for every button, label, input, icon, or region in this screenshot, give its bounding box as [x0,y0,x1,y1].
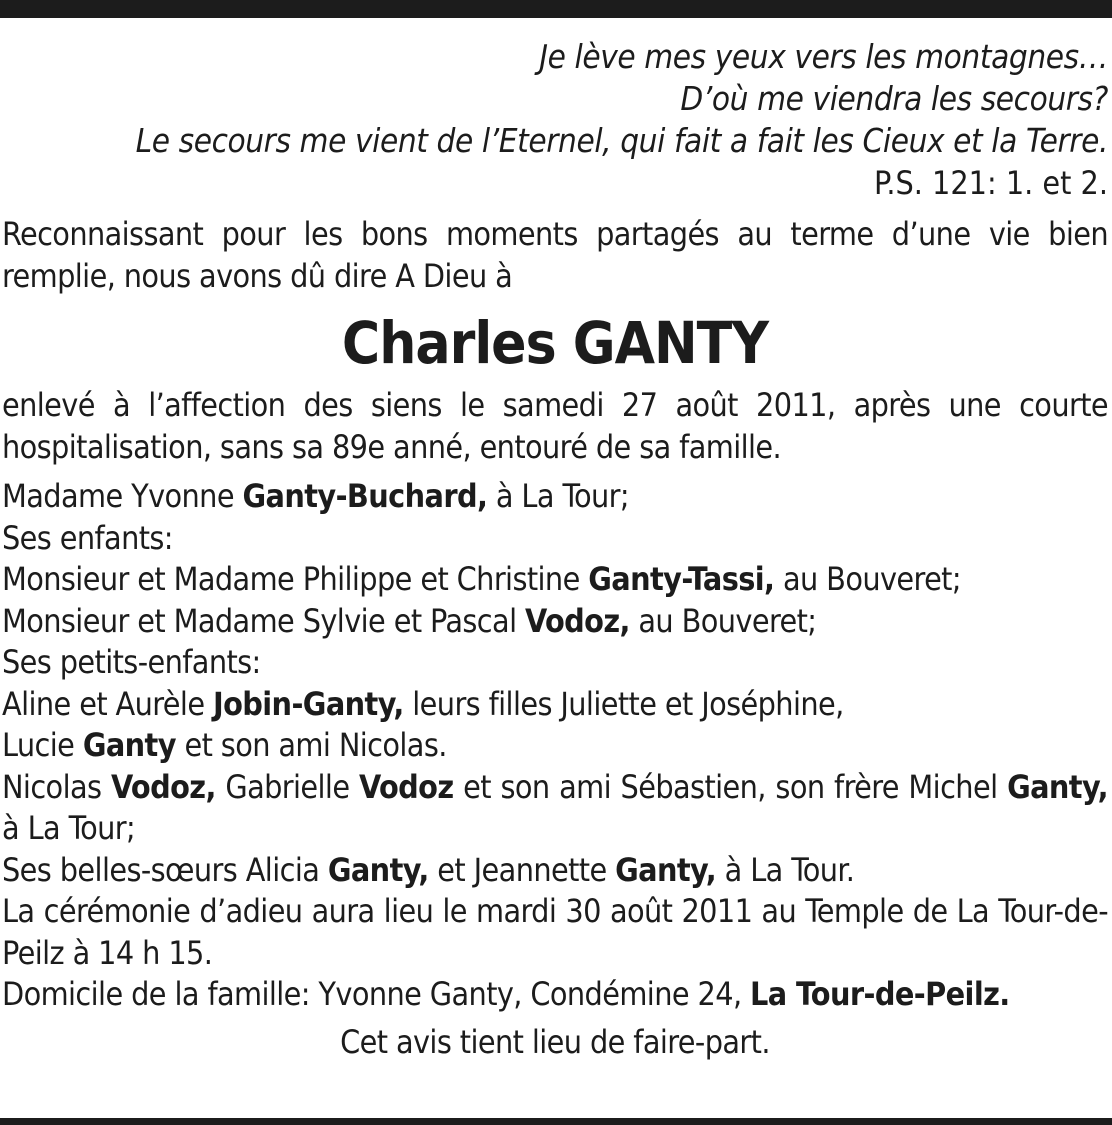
grandchildren-3-p2: Gabrielle [215,767,360,806]
sisters-in-law-p3: à La Tour. [716,850,855,889]
sisters-in-law-b2: Ganty, [615,850,717,889]
child-1-surname: Ganty-Tassi, [588,560,775,598]
obituary-notice [2,36,1108,1063]
child-2-surname: Vodoz, [525,601,630,640]
verse-line-2: D’où me viendra les secours? [680,79,1108,118]
spouse-pre: Madame Yvonne [2,477,243,515]
verse-line-1: Je lève mes yeux vers les montagnes… [539,37,1108,76]
grandchildren-line-3 [2,767,1108,850]
domicile-pre: Domicile de la famille: Yvonne Ganty, Condémine 24, [2,975,751,1013]
domicile-place: La Tour-de-Peilz. [750,975,1010,1013]
child-1-pre: Monsieur et Madame Philippe et Christine [2,560,589,598]
grandchildren-3-p4: à La Tour; [2,809,136,847]
top-rule [0,0,1112,18]
grandchildren-1-pre: Aline et Aurèle [2,684,213,723]
death-notice-paragraph: enlevé à l’affection des siens le samedi 27 août 2011, après une courte hospitalisation, sans sa 89e anné, entouré de sa famille. [2,386,1108,466]
grandchildren-line-1 [2,684,1108,726]
sisters-in-law-b1: Ganty, [327,850,429,889]
child-line-1 [2,559,1108,601]
child-2-pre: Monsieur et Madame Sylvie et Pascal [2,601,526,640]
verse-reference: P.S. 121: 1. et 2. [873,164,1108,202]
bottom-rule [0,1118,1112,1125]
grandchildren-3-p3: et son ami Sébastien, son frère Michel [453,767,1008,806]
sisters-in-law-p1: Ses belles-sœurs Alicia [2,850,328,889]
deceased-name: Charles GANTY [341,309,769,377]
sisters-in-law-line [2,850,1108,892]
family-list [2,476,1108,1016]
grandchildren-3-b2: Vodoz [359,767,454,806]
grandchildren-1-surname: Jobin-Ganty, [212,684,404,723]
child-line-2 [2,601,1108,643]
grandchildren-1-post: leurs filles Juliette et Joséphine, [403,684,844,723]
grandchildren-2-post: et son ami Nicolas. [175,726,447,764]
spouse-surname: Ganty-Buchard, [242,477,488,515]
domicile-line [2,974,1108,1016]
child-1-post: au Bouveret; [774,560,961,598]
intro-paragraph: Reconnaissant pour les bons moments partagés au terme d’une vie bien remplie, nous avons dû dire A Dieu à [2,215,1108,295]
verse-line-3: Le secours me vient de l’Eternel, qui fait a fait les Cieux et la Terre. [135,121,1108,160]
children-heading: Ses enfants: [2,518,173,557]
verse-block [2,36,1108,204]
grandchildren-3-p1: Nicolas [2,767,111,806]
grandchildren-3-b3: Ganty, [1007,767,1108,806]
grandchildren-2-pre: Lucie [2,726,83,764]
sisters-in-law-p2: et Jeannette [428,850,616,889]
grandchildren-line-2 [2,725,1108,767]
spouse-line [2,476,1108,518]
ceremony-paragraph: La cérémonie d’adieu aura lieu le mardi 30 août 2011 au Temple de La Tour-de-Peilz à 14 h 15. [2,892,1108,972]
grandchildren-2-surname: Ganty [82,726,176,764]
grandchildren-heading: Ses petits-enfants: [2,643,261,681]
closing-note: Cet avis tient lieu de faire-part. [340,1022,770,1061]
child-2-post: au Bouveret; [629,601,817,640]
grandchildren-3-b1: Vodoz, [110,767,216,806]
spouse-post: à La Tour; [487,477,629,515]
